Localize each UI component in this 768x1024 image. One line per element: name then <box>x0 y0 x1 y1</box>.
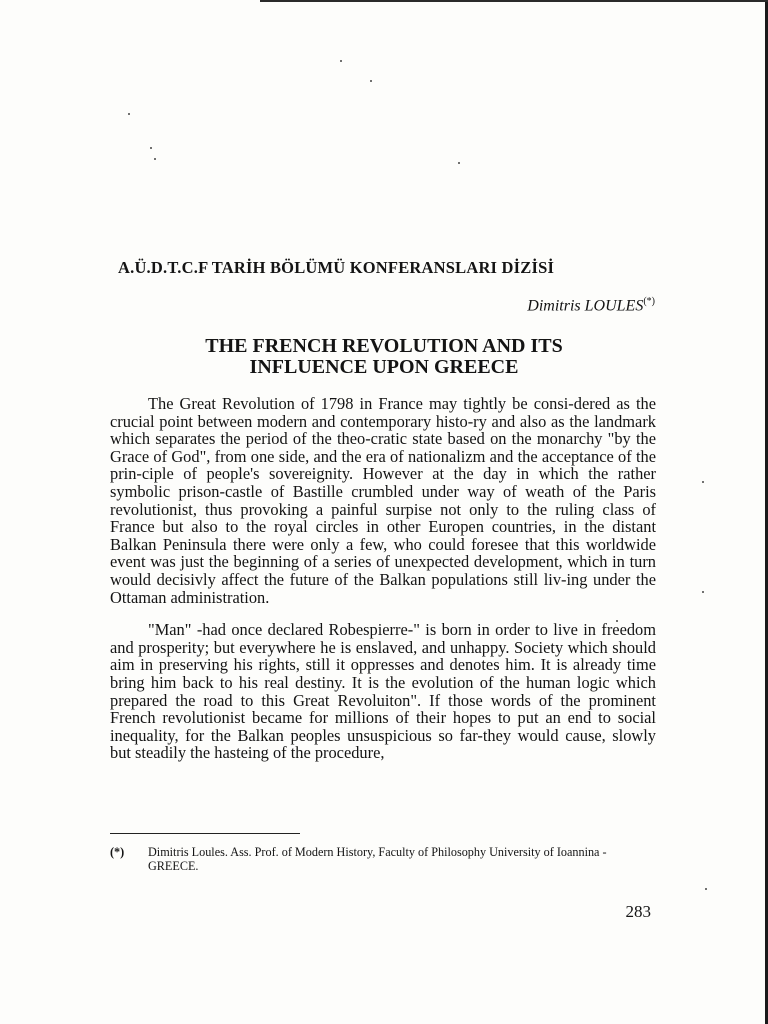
article-title-line-2: INFLUENCE UPON GREECE <box>249 356 519 378</box>
author-name: Dimitris LOULES <box>527 297 644 315</box>
scan-speck <box>705 888 707 890</box>
footnote <box>110 845 660 873</box>
scan-speck <box>702 481 704 483</box>
article-body <box>110 395 656 777</box>
scan-speck <box>128 113 130 115</box>
article-title-line-1: THE FRENCH REVOLUTION AND ITS <box>205 335 563 357</box>
footnote-divider <box>110 833 300 834</box>
scan-speck <box>340 60 342 62</box>
author-line <box>527 296 655 315</box>
scan-speck <box>154 158 156 160</box>
author-footnote-mark: (*) <box>643 296 655 307</box>
scan-speck <box>458 162 460 164</box>
series-title: A.Ü.D.T.C.F TARİH BÖLÜMÜ KONFERANSLARI DİZİSİ <box>118 258 555 277</box>
body-paragraph-2: "Man" -had once declared Robespierre-" is born in order to live in freedom and prosperity; but everywhere he is enslaved, and unhappy. Society which should aim in preserving his rights, still it oppresses and denotes him. It is already time bring him back to his real destiny. It is the evolution of the human logic which prepared the road to this Great Revoluiton". If those words of the prominent French revolutionist became for millions of their hopes to put an end to social inequality, for the Balkan peoples unsuspicious so far-they would cause, slowly but steadily the hasteing of the procedure, <box>110 620 656 763</box>
scan-speck <box>702 591 704 593</box>
body-paragraph-1: The Great Revolution of 1798 in France may tightly be consi-dered as the crucial point between modern and contemporary histo-ry and also as the landmark which separates the period of the theo-cratic state based on the monarchy "by the Grace of God", from one side, and the era of nationalizm and the acceptance of the prin-ciple of people's sovereignity. However at the day in which the rather symbolic prison-castle of Bastille crumbled under way of weath of the Paris revolutionist, thus provoking a painful surpise not only to the ruling class of France but also to the royal circles in other Europen countries, in the distant Balkan Peninsula there were only a few, who could foresee that this worldwide event was just the beginning of a series of unexpected development, which in turn would decisivly affect the future of the Balkan populations still liv-ing under the Ottaman administration. <box>110 394 656 607</box>
article-title <box>110 336 658 378</box>
scan-speck <box>150 147 152 149</box>
scan-speck <box>370 80 372 82</box>
page-number: 283 <box>625 902 651 921</box>
scan-edge-top <box>260 0 768 2</box>
footnote-text: Dimitris Loules. Ass. Prof. of Modern History, Faculty of Philosophy University of Ioannina - GREECE. <box>148 845 607 873</box>
footnote-marker: (*) <box>110 845 125 859</box>
